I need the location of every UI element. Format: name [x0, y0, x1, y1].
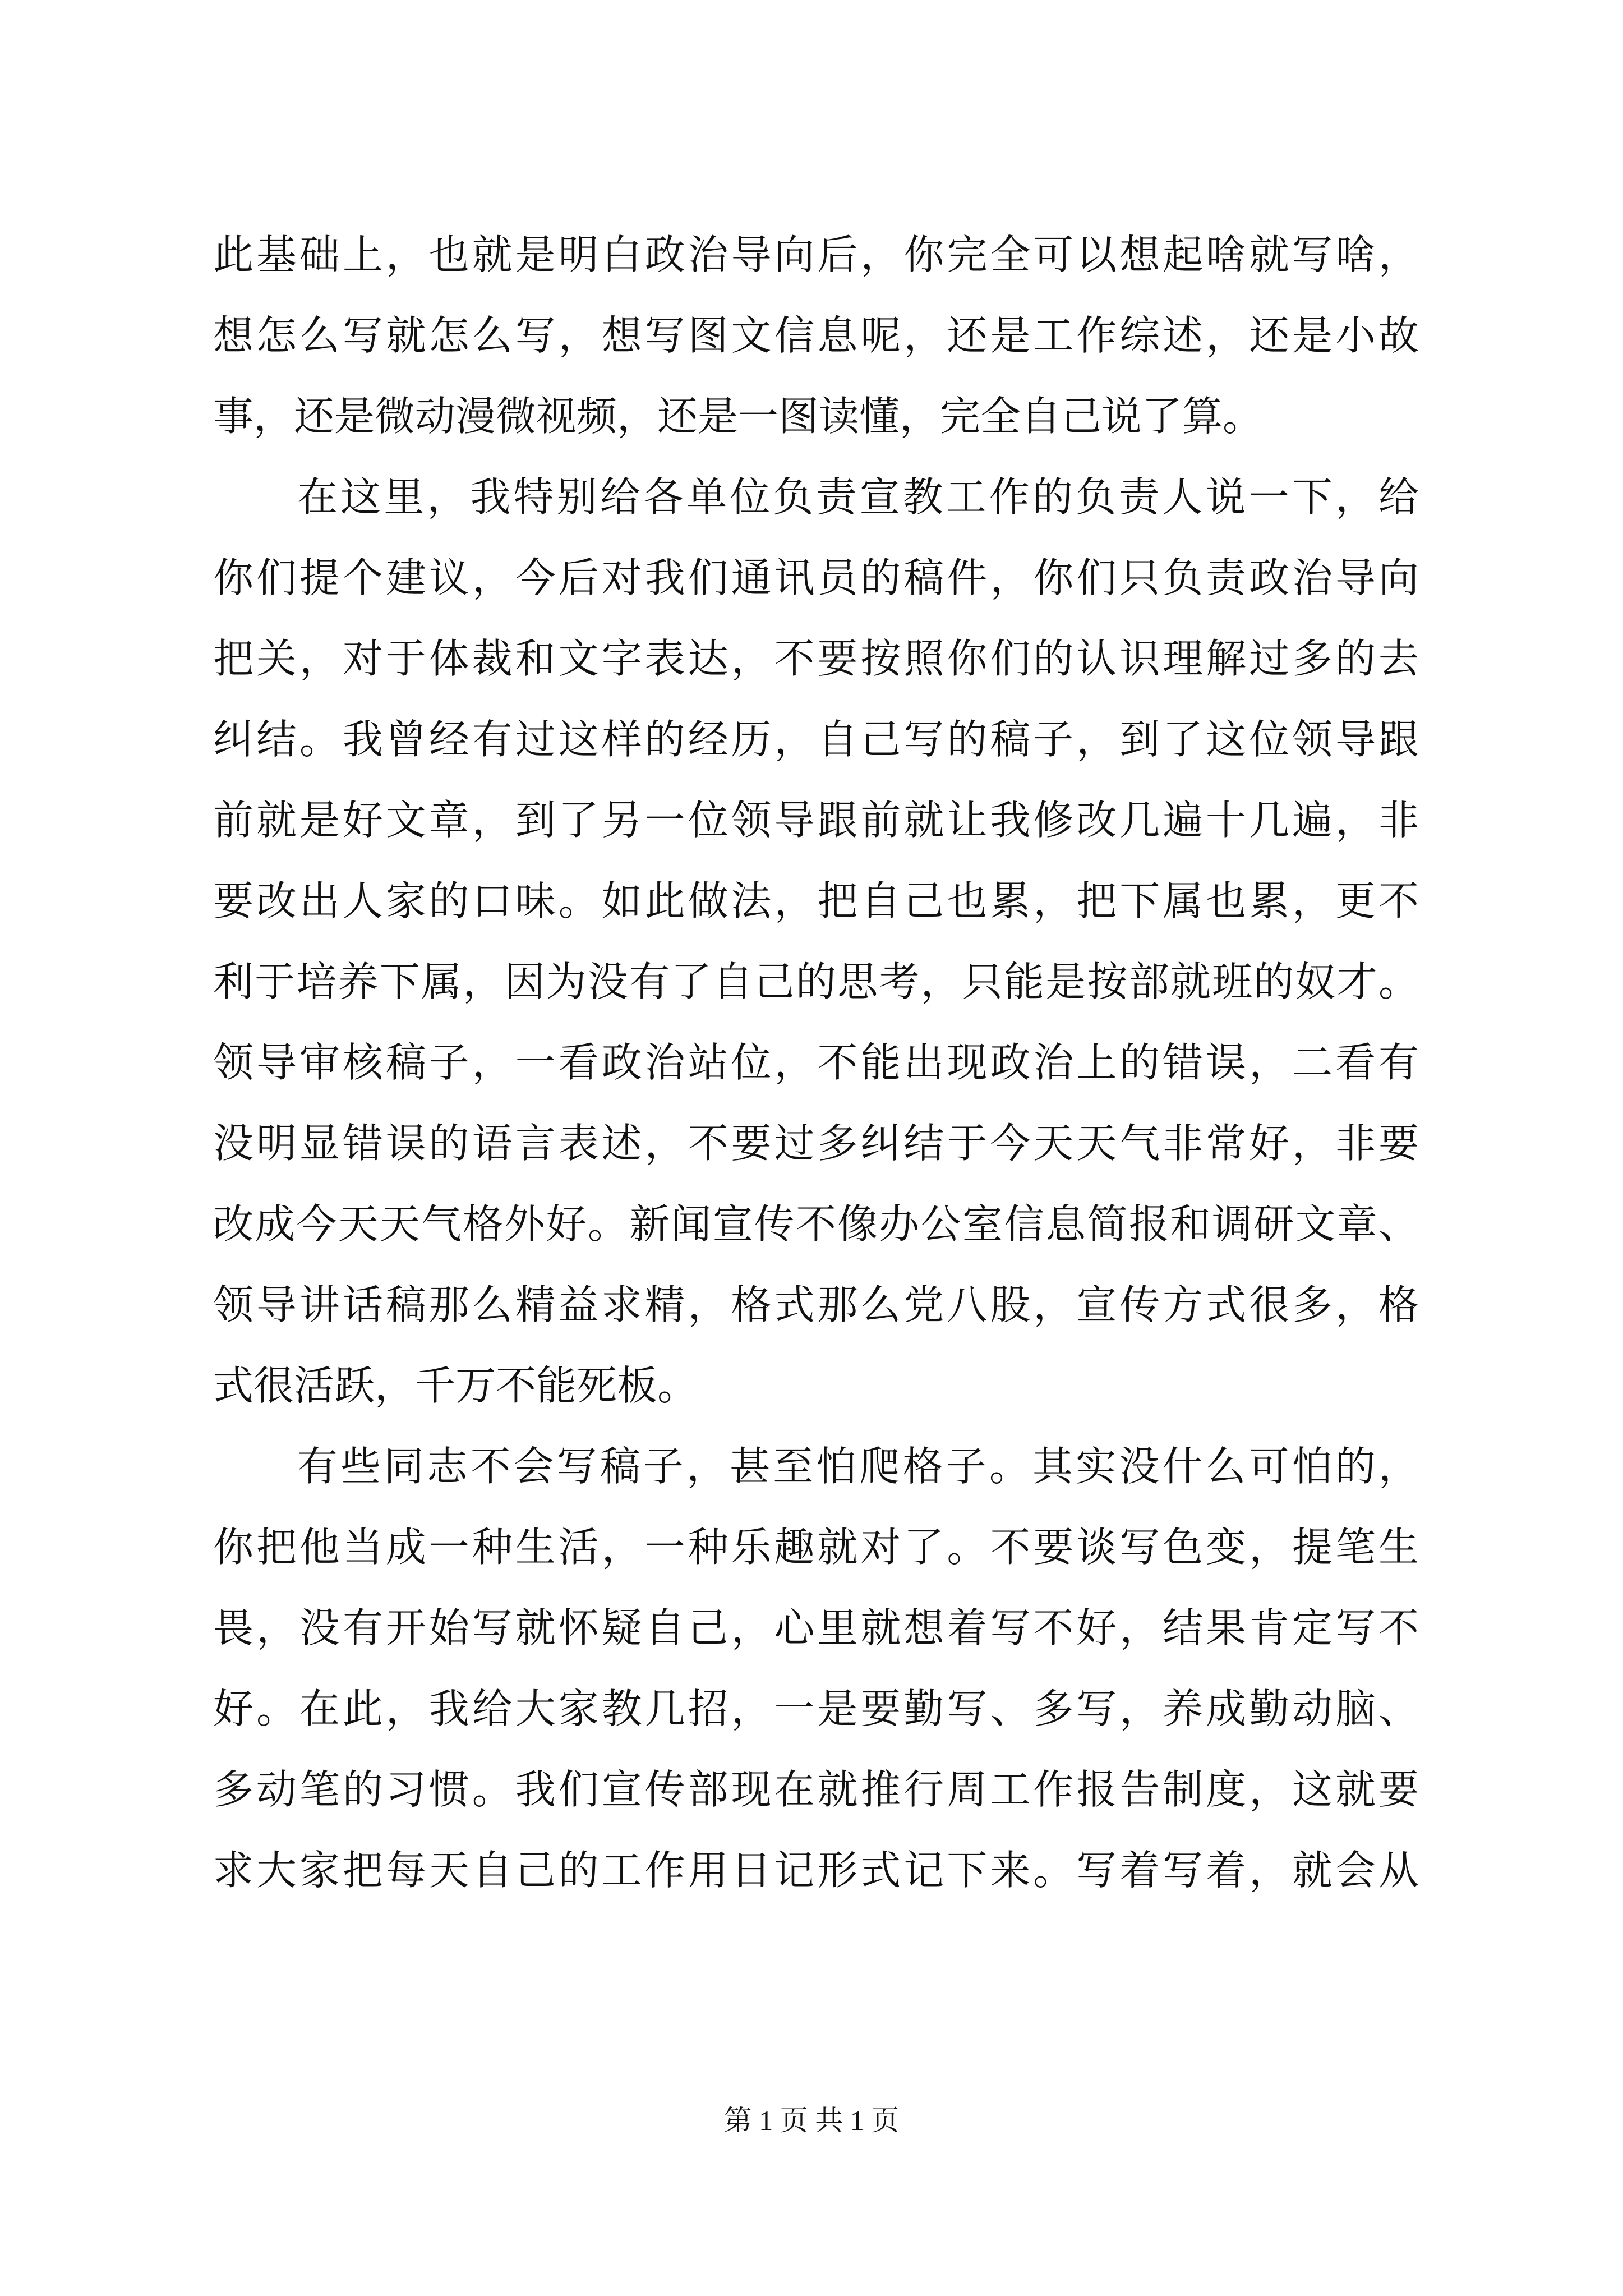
- text-line: 前就是好文章，到了另一位领导跟前就让我修改几遍十几遍，非: [213, 797, 1419, 844]
- text-line: 你把他当成一种生活，一种乐趣就对了。不要谈写色变，提笔生: [213, 1524, 1419, 1571]
- text-line: 多动笔的习惯。我们宣传部现在就推行周工作报告制度，这就要: [213, 1766, 1419, 1813]
- text-line: 在这里，我特别给各单位负责宣教工作的负责人说一下，给: [297, 473, 1419, 521]
- text-line: 纠结。我曾经有过这样的经历，自己写的稿子，到了这位领导跟: [213, 716, 1419, 763]
- text-line: 此基础上，也就是明白政治导向后，你完全可以想起啥就写啥，: [213, 231, 1419, 278]
- text-line: 你们提个建议，今后对我们通讯员的稿件，你们只负责政治导向: [213, 554, 1419, 601]
- text-line: 领导讲话稿那么精益求精，格式那么党八股，宣传方式很多，格: [213, 1281, 1419, 1328]
- text-line: 有些同志不会写稿子，甚至怕爬格子。其实没什么可怕的，: [297, 1443, 1419, 1490]
- text-line: 想怎么写就怎么写，想写图文信息呢，还是工作综述，还是小故: [213, 312, 1419, 359]
- text-line: 畏，没有开始写就怀疑自己，心里就想着写不好，结果肯定写不: [213, 1604, 1419, 1651]
- text-line: 改成今天天气格外好。新闻宣传不像办公室信息简报和调研文章、: [213, 1200, 1419, 1248]
- text-line: 利于培养下属，因为没有了自己的思考，只能是按部就班的奴才。: [213, 958, 1419, 1005]
- page-footer: 第 1 页 共 1 页: [723, 2105, 900, 2136]
- text-line: 没明显错误的语言表述，不要过多纠结于今天天气非常好，非要: [213, 1120, 1419, 1167]
- text-line: 式很活跃，千万不能死板。: [213, 1362, 698, 1409]
- text-line: 领导审核稿子，一看政治站位，不能出现政治上的错误，二看有: [213, 1039, 1419, 1086]
- text-line: 把关，对于体裁和文字表达，不要按照你们的认识理解过多的去: [213, 635, 1419, 682]
- text-line: 事，还是微动漫微视频，还是一图读懂，完全自己说了算。: [213, 393, 1264, 440]
- text-line: 求大家把每天自己的工作用日记形式记下来。写着写着，就会从: [213, 1847, 1419, 1894]
- text-line: 要改出人家的口味。如此做法，把自己也累，把下属也累，更不: [213, 877, 1419, 924]
- document-body: [213, 214, 1419, 1911]
- text-line: 好。在此，我给大家教几招，一是要勤写、多写，养成勤动脑、: [213, 1685, 1419, 1732]
